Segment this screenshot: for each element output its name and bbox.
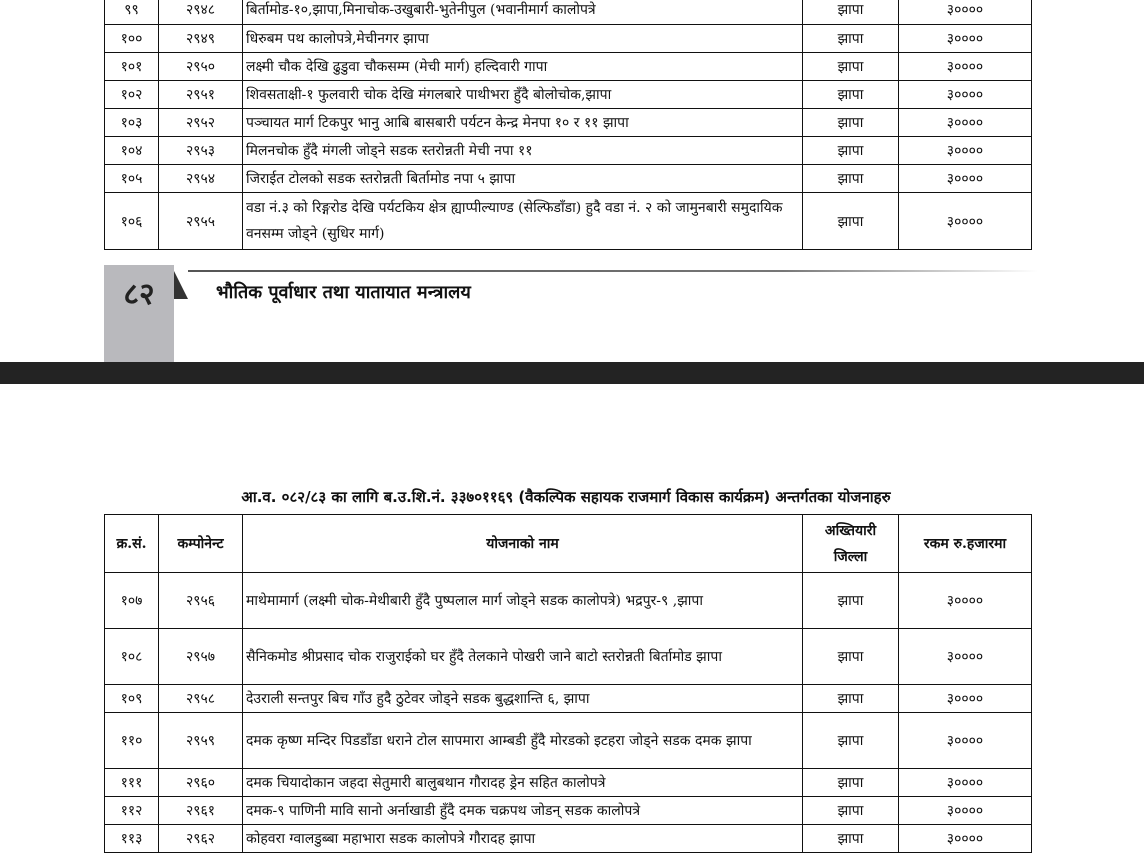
district: झापा <box>803 797 899 825</box>
table-row <box>105 0 1032 25</box>
table-row <box>105 629 1032 685</box>
component-code: २९५५ <box>159 193 243 250</box>
project-name: दमक कृष्ण मन्दिर पिडडाँडा धराने टोल सापमारा आम्बडी हुँदै मोरडको इटहरा जोड्ने सडक दमक झापा <box>243 713 803 769</box>
project-name: माथेमामार्ग (लक्ष्मी चोक-मेथीबारी हुँदै पुष्पलाल मार्ग जोड्ने सडक कालोपत्रे) भद्रपुर-९ ,झापा <box>243 573 803 629</box>
district: झापा <box>803 81 899 109</box>
component-code: २९४८ <box>159 0 243 25</box>
amount: ३०००० <box>899 165 1032 193</box>
amount: ३०००० <box>899 713 1032 769</box>
amount: ३०००० <box>899 685 1032 713</box>
district: झापा <box>803 825 899 853</box>
district: झापा <box>803 165 899 193</box>
project-name: वडा नं.३ को रिङ्गरोड देखि पर्यटकिय क्षेत्र ह्याप्पील्याण्ड (सेल्फिडाँडा) हुदै वडा नं. २ को जामुनबारी समुदायिक वनसम्म जोड्ने (सुधिर मार्ग) <box>243 193 803 250</box>
amount: ३०००० <box>899 573 1032 629</box>
amount: ३०००० <box>899 25 1032 53</box>
serial-number: १०२ <box>105 81 159 109</box>
project-name: पञ्चायत मार्ग टिकपुर भानु आबि बासबारी पर्यटन केन्द्र मेनपा १० र ११ झापा <box>243 109 803 137</box>
project-name: लक्ष्मी चौक देखि ढुडुवा चौकसम्म (मेची मार्ग) हल्दिवारी गापा <box>243 53 803 81</box>
header-row <box>105 515 1032 573</box>
district: झापा <box>803 0 899 25</box>
district: झापा <box>803 193 899 250</box>
table-row <box>105 685 1032 713</box>
component-code: २९५३ <box>159 137 243 165</box>
amount: ३०००० <box>899 769 1032 797</box>
amount: ३०००० <box>899 137 1032 165</box>
header-project-name: योजनाको नाम <box>243 515 803 573</box>
serial-number: १०७ <box>105 573 159 629</box>
district: झापा <box>803 53 899 81</box>
district: झापा <box>803 685 899 713</box>
table-row <box>105 109 1032 137</box>
table-row <box>105 81 1032 109</box>
component-code: २९५८ <box>159 685 243 713</box>
district: झापा <box>803 573 899 629</box>
component-code: २९५६ <box>159 573 243 629</box>
ministry-title: भौतिक पूर्वाधार तथा यातायात मन्त्रालय <box>216 282 471 303</box>
component-code: २९५१ <box>159 81 243 109</box>
amount: ३०००० <box>899 193 1032 250</box>
header-component: कम्पोनेन्ट <box>159 515 243 573</box>
district: झापा <box>803 109 899 137</box>
project-name: देउराली सन्तपुर बिच गाँउ हुदै ठुटेवर जोड्ने सडक बुद्धशान्ति ६, झापा <box>243 685 803 713</box>
project-name: जिराईत टोलको सडक स्तरोन्नती बिर्तामोड नपा ५ झापा <box>243 165 803 193</box>
project-name: धिरुबम पथ कालोपत्रे,मेचीनगर झापा <box>243 25 803 53</box>
serial-number: ९९ <box>105 0 159 25</box>
table-row <box>105 193 1032 250</box>
amount: ३०००० <box>899 629 1032 685</box>
project-name: बिर्तामोड-१०,झापा,मिनाचोक-उखुबारी-भुतेनीपुल (भवानीमार्ग कालोपत्रे <box>243 0 803 25</box>
project-name: मिलनचोक हुँदै मंगली जोड्ने सडक स्तरोन्नती मेची नपा ११ <box>243 137 803 165</box>
serial-number: ११२ <box>105 797 159 825</box>
page-number: ८२ <box>123 277 155 312</box>
component-code: २९५९ <box>159 713 243 769</box>
component-code: २९५० <box>159 53 243 81</box>
page-break-band <box>0 362 1144 384</box>
header-amount: रकम रु.हजारमा <box>899 515 1032 573</box>
component-code: २९४९ <box>159 25 243 53</box>
component-code: २९६० <box>159 769 243 797</box>
table-row <box>105 165 1032 193</box>
project-name: कोहवरा ग्वालडुब्बा महाभारा सडक कालोपत्रे गौरादह झापा <box>243 825 803 853</box>
table-row <box>105 53 1032 81</box>
table-row <box>105 769 1032 797</box>
serial-number: १०४ <box>105 137 159 165</box>
project-name: शिवसताक्षी-१ फुलवारी चोक देखि मंगलबारे पाथीभरा हुँदै बोलोचोक,झापा <box>243 81 803 109</box>
district: झापा <box>803 769 899 797</box>
serial-number: ११० <box>105 713 159 769</box>
component-code: २९६१ <box>159 797 243 825</box>
amount: ३०००० <box>899 81 1032 109</box>
serial-number: १०६ <box>105 193 159 250</box>
serial-number: १०० <box>105 25 159 53</box>
serial-number: ११३ <box>105 825 159 853</box>
district: झापा <box>803 713 899 769</box>
header-district: अख्तियारी जिल्ला <box>803 515 899 573</box>
amount: ३०००० <box>899 109 1032 137</box>
serial-number: १११ <box>105 769 159 797</box>
district: झापा <box>803 25 899 53</box>
component-code: २९५२ <box>159 109 243 137</box>
serial-number: १०५ <box>105 165 159 193</box>
amount: ३०००० <box>899 0 1032 25</box>
amount: ३०००० <box>899 53 1032 81</box>
lower-project-table <box>104 514 1032 853</box>
serial-number: १०८ <box>105 629 159 685</box>
table-row <box>105 25 1032 53</box>
header-rule <box>188 270 1038 272</box>
table-row <box>105 797 1032 825</box>
table-row <box>105 137 1032 165</box>
project-name: सैनिकमोड श्रीप्रसाद चोक राजुराईको घर हुँदै तेलकाने पोखरी जाने बाटो स्तरोन्नती बिर्तामोड झापा <box>243 629 803 685</box>
project-name: दमक-९ पाणिनी मावि सानो अर्नाखाडी हुँदै दमक चक्रपथ जोडन् सडक कालोपत्रे <box>243 797 803 825</box>
table-row <box>105 825 1032 853</box>
upper-project-table <box>104 0 1032 250</box>
amount: ३०००० <box>899 825 1032 853</box>
component-code: २९५७ <box>159 629 243 685</box>
component-code: २९५४ <box>159 165 243 193</box>
district: झापा <box>803 629 899 685</box>
serial-number: १०१ <box>105 53 159 81</box>
amount: ३०००० <box>899 797 1032 825</box>
section-title: आ.व. ०८२/८३ का लागि ब.उ.शि.नं. ३३७०११६९ (वैकल्पिक सहायक राजमार्ग विकास कार्यक्रम) अन्तर्गतका योजनाहरु <box>241 488 891 506</box>
serial-number: १०९ <box>105 685 159 713</box>
project-name: दमक चियादोकान जहदा सेतुमारी बालुबथान गौरादह ड्रेन सहित कालोपत्रे <box>243 769 803 797</box>
tab-triangle-decoration <box>174 271 188 299</box>
component-code: २९६२ <box>159 825 243 853</box>
table-row <box>105 573 1032 629</box>
table-row <box>105 713 1032 769</box>
header-serial: क्र.सं. <box>105 515 159 573</box>
serial-number: १०३ <box>105 109 159 137</box>
district: झापा <box>803 137 899 165</box>
